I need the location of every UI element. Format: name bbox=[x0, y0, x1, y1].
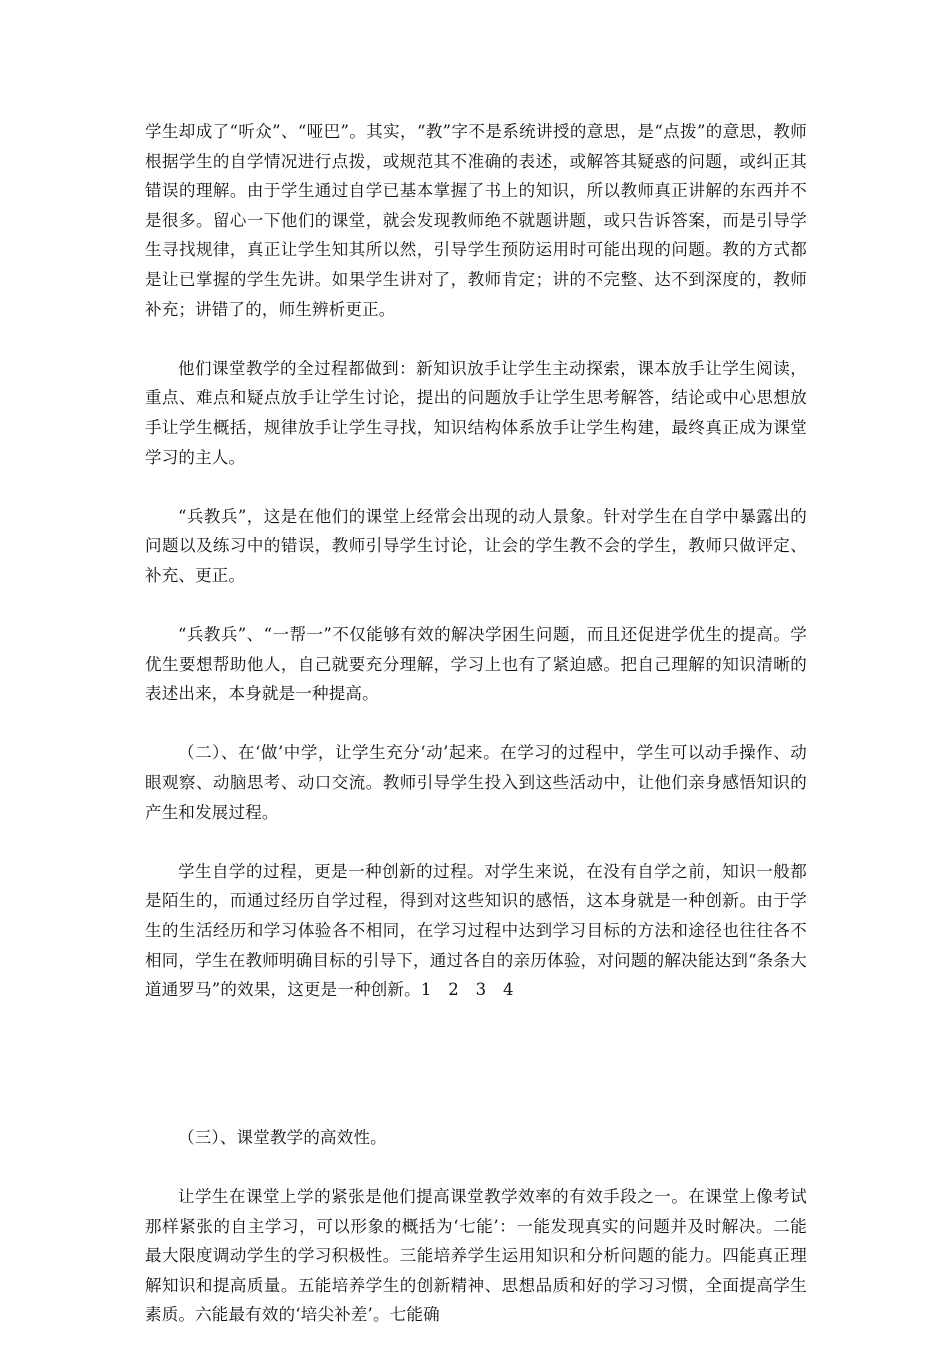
paragraph-2: 他们课堂教学的全过程都做到：新知识放手让学生主动探索，课本放手让学生阅读，重点、难点和疑点放手让学生讨论，提出的问题放手让学生思考解答，结论或中心思想放手让学生概括，规律放手让学生寻找，知识结构体系放手让学生构建，最终真正成为课堂学习的主人。 bbox=[145, 358, 807, 467]
document-body bbox=[145, 117, 807, 1360]
paragraph-1: 学生却成了“听众”、“哑巴”。其实，“教”字不是系统讲授的意思，是“点拨”的意思，教师根据学生的自学情况进行点拨，或规范其不准确的表述，或解答其疑惑的问题，或纠正其错误的理解。由于学生通过自学已基本掌握了书上的知识，所以教师真正讲解的东西并不是很多。留心一下他们的课堂，就会发现教师绝不就题讲题，或只告诉答案，而是引导学生寻找规律，真正让学生知其所以然，引导学生预防运用时可能出现的问题。教的方式都是让已掌握的学生先讲。如果学生讲对了，教师肯定；讲的不完整、达不到深度的，教师补充；讲错了的，师生辨析更正。 bbox=[145, 122, 807, 319]
paragraph-7: 让学生在课堂上学的紧张是他们提高课堂教学效率的有效手段之一。在课堂上像考试那样紧张的自主学习，可以形象的概括为‘七能’：一能发现真实的问题并及时解决。二能最大限度调动学生的学习积极性。三能培养学生运用知识和分析问题的能力。四能真正理解知识和提高质量。五能培养学生的创新精神、思想品质和好的学习习惯，全面提高学生素质。六能最有效的‘培尖补差’。七能确 bbox=[145, 1187, 807, 1325]
paragraph-3: “兵教兵”，这是在他们的课堂上经常会出现的动人景象。针对学生在自学中暴露出的问题以及练习中的错误，教师引导学生讨论，让会的学生教不会的学生，教师只做评定、补充、更正。 bbox=[145, 506, 807, 585]
section-heading: （三）、课堂教学的高效性。 bbox=[178, 1127, 387, 1147]
paragraph-5: （二）、在‘做’中学，让学生充分‘动’起来。在学习的过程中，学生可以动手操作、动眼观察、动脑思考、动口交流。教师引导学生投入到这些活动中，让他们亲身感悟知识的产生和发展过程。 bbox=[145, 743, 807, 822]
paragraph-4: “兵教兵”、“一帮一”不仅能够有效的解决学困生问题，而且还促进学优生的提高。学优生要想帮助他人，自己就要充分理解，学习上也有了紧迫感。把自己理解的知识清晰的表述出来，本身就是一种提高。 bbox=[145, 625, 807, 704]
paragraph-6: 学生自学的过程，更是一种创新的过程。对学生来说，在没有自学之前，知识一般都是陌生的，而通过经历自学过程，得到对这些知识的感悟，这本身就是一种创新。由于学生的生活经历和学习体验各不相同，在学习过程中达到学习目标的方法和途径也往往各不相同，学生在教师明确目标的引导下，通过各自的亲历体验，对问题的解决能达到“条条大道通罗马”的效果，这更是一种创新。1 2 3 4 bbox=[145, 861, 807, 1000]
page-break-gap bbox=[145, 1005, 807, 1123]
